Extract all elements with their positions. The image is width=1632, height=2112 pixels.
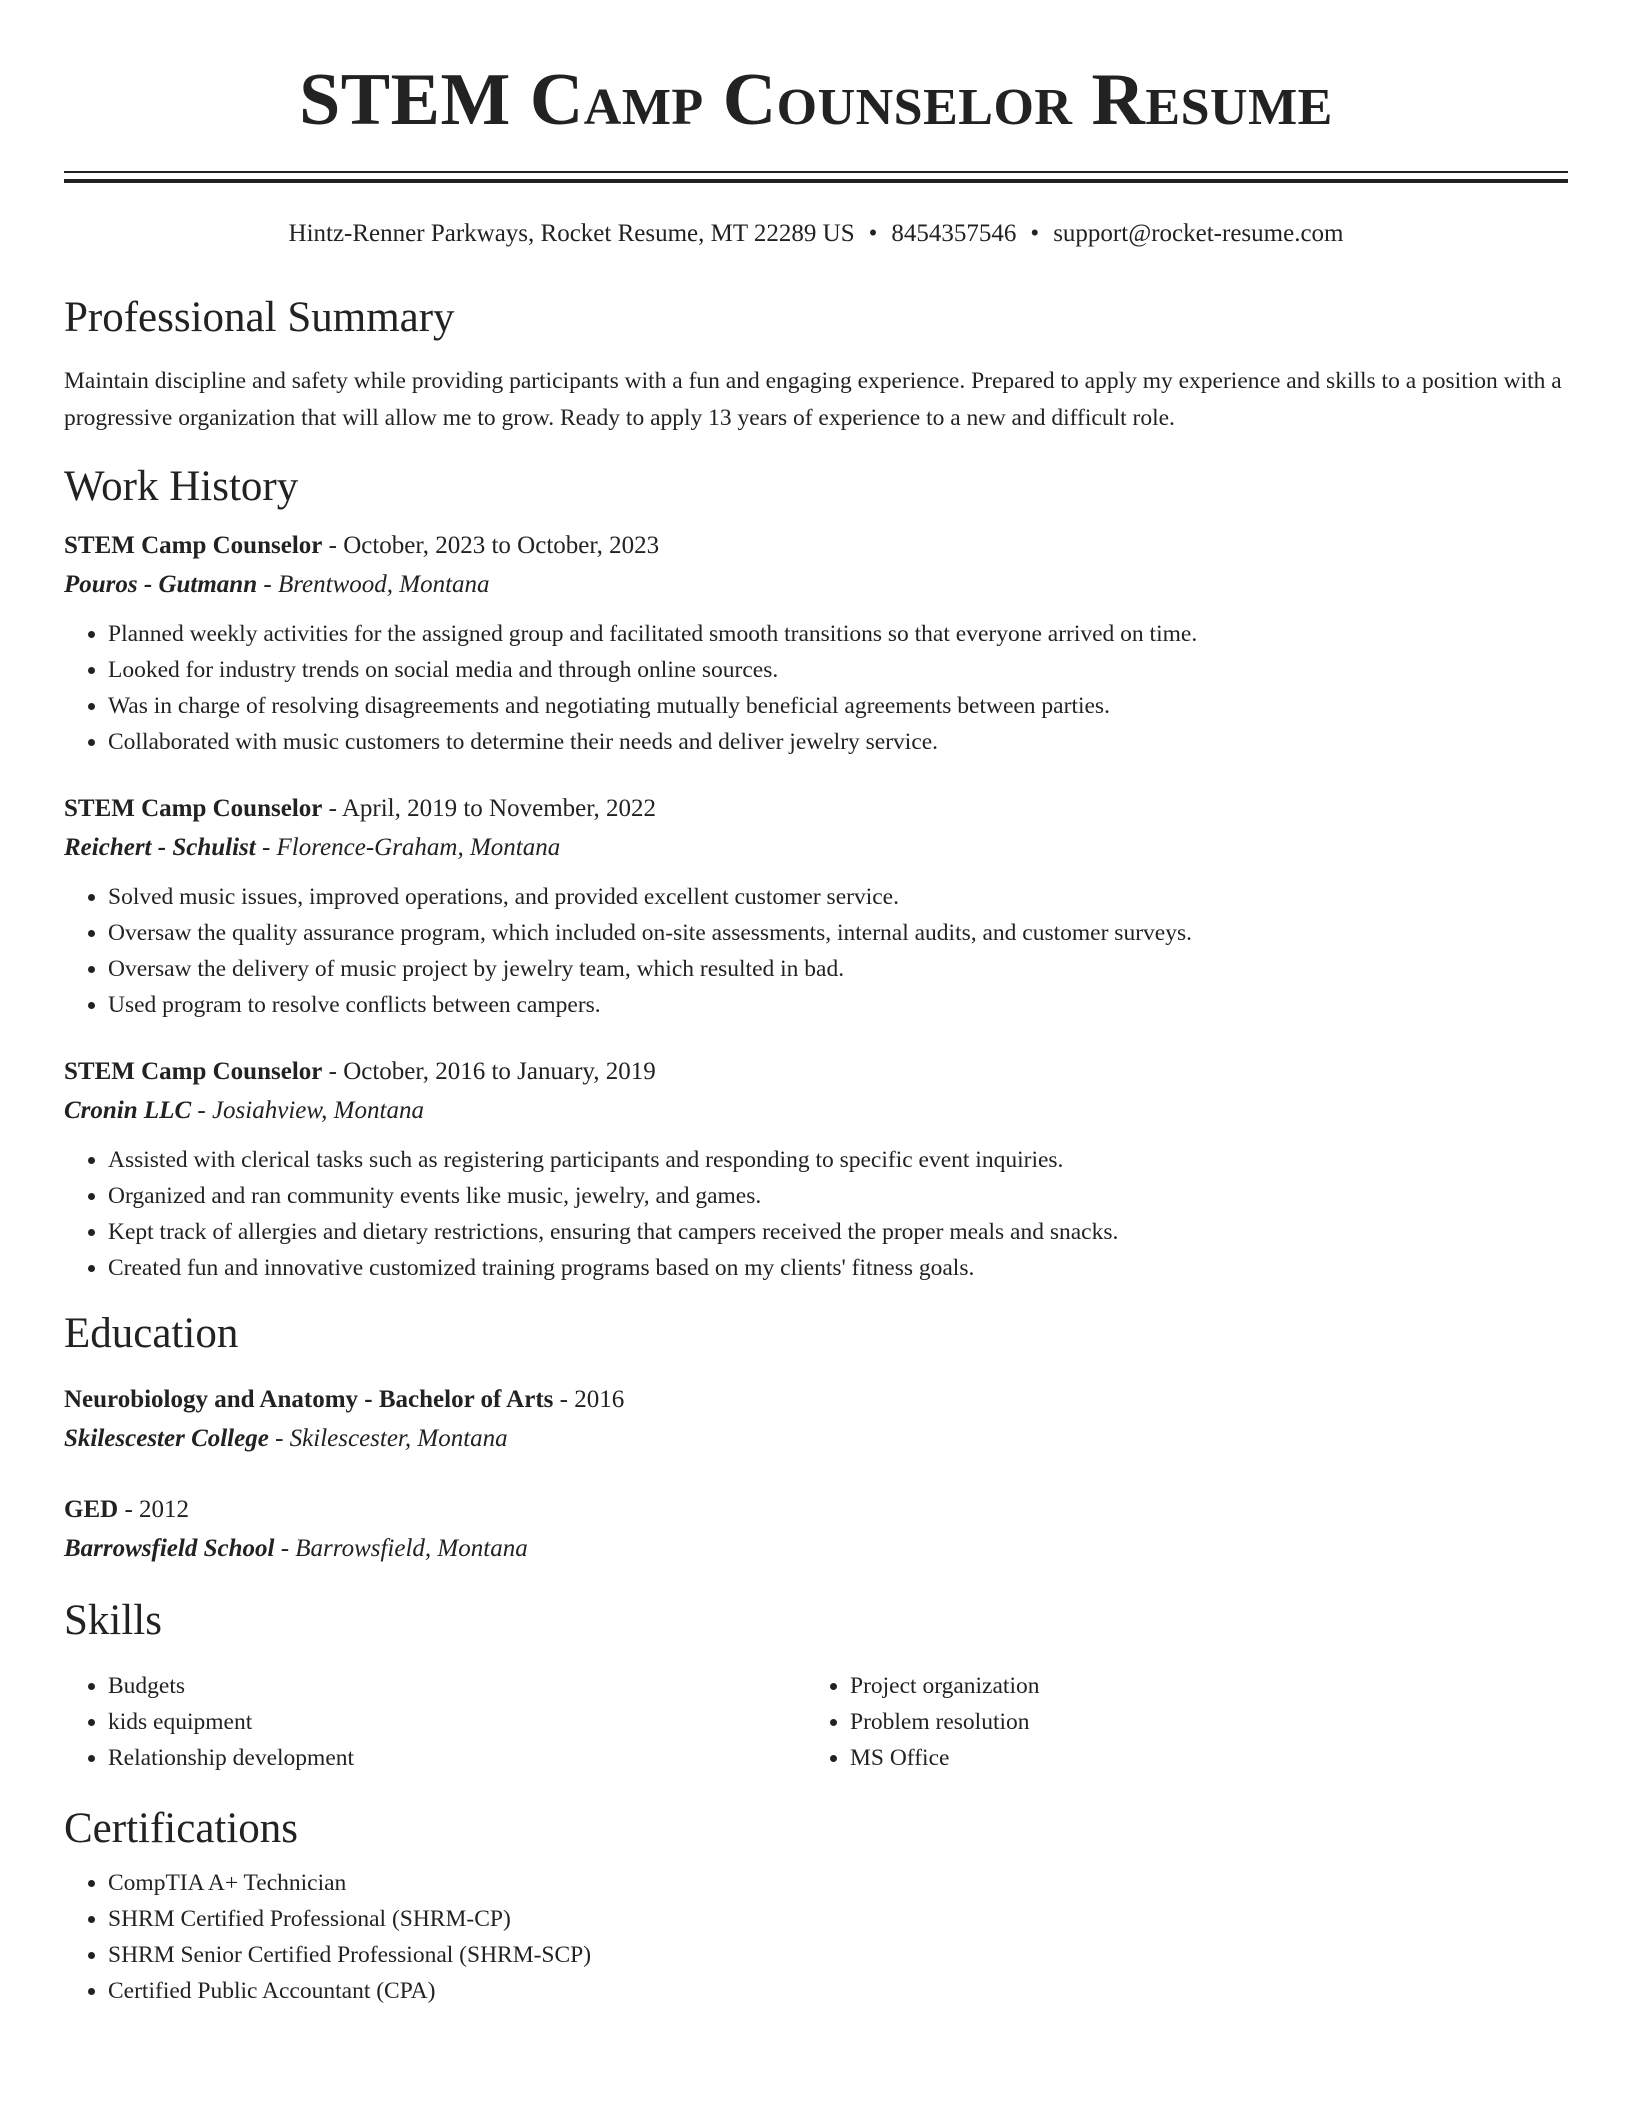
contact-line [64, 219, 1568, 249]
degree-line [64, 1381, 1568, 1419]
school-name: Skilescester College [64, 1425, 269, 1452]
job-company: Pouros - Gutmann [64, 571, 258, 598]
list-item: • Used program to resolve conflicts between campers. [108, 987, 1568, 1023]
job-title-line [64, 1053, 1568, 1091]
school-line [64, 1529, 1568, 1569]
job-location: - Josiahview, Montana [191, 1097, 424, 1124]
job-title-line [64, 527, 1568, 565]
job-entry [64, 527, 1568, 760]
list-item: • MS Office [850, 1740, 1548, 1776]
contact-email: support@rocket-resume.com [1053, 220, 1344, 247]
list-item: • Looked for industry trends on social media and through online sources. [108, 652, 1568, 688]
job-bullets [64, 616, 1568, 760]
list-item: • Kept track of allergies and dietary restrictions, ensuring that campers received the proper meals and snacks. [108, 1214, 1568, 1250]
job-company-line [64, 828, 1568, 868]
list-item: • Was in charge of resolving disagreements and negotiating mutually beneficial agreements between parties. [108, 688, 1568, 724]
degree-name: Neurobiology and Anatomy - Bachelor of Arts [64, 1386, 554, 1413]
work-history-section [64, 462, 1568, 1286]
certifications-heading: Certifications [64, 1805, 299, 1852]
job-company-line [64, 1091, 1568, 1131]
job-title: STEM Camp Counselor [64, 532, 323, 559]
job-dates: - October, 2016 to January, 2019 [322, 1058, 656, 1085]
resume-title: STEM Camp Counselor Resume [299, 59, 1333, 141]
work-history-heading: Work History [64, 463, 299, 510]
job-entry [64, 790, 1568, 1023]
job-bullets [64, 879, 1568, 1023]
list-item: • Relationship development [108, 1740, 806, 1776]
summary-heading: Professional Summary [64, 294, 455, 341]
school-location: - Skilescester, Montana [268, 1425, 508, 1452]
school-location: - Barrowsfield, Montana [274, 1535, 528, 1562]
education-heading: Education [64, 1310, 239, 1357]
list-item: • Budgets [108, 1668, 806, 1704]
degree-name: GED [64, 1496, 119, 1523]
list-item: • Created fun and innovative customized training programs based on my clients' fitness goals. [108, 1250, 1568, 1286]
job-entry [64, 1053, 1568, 1286]
contact-address: Hintz-Renner Parkways, Rocket Resume, MT 22289 US [288, 220, 855, 247]
job-company-line [64, 565, 1568, 605]
job-title: STEM Camp Counselor [64, 795, 323, 822]
job-company: Reichert - Schulist [64, 834, 256, 861]
list-item: • Organized and ran community events like music, jewelry, and games. [108, 1178, 1568, 1214]
school-name: Barrowsfield School [64, 1535, 275, 1562]
list-item: • Oversaw the delivery of music project by jewelry team, which resulted in bad. [108, 951, 1568, 987]
job-title: STEM Camp Counselor [64, 1058, 323, 1085]
list-item: • Certified Public Accountant (CPA) [108, 1973, 1568, 2009]
skills-column-right [806, 1668, 1548, 1776]
list-item: • Collaborated with music customers to determine their needs and deliver jewelry service. [108, 724, 1568, 760]
list-item: • Assisted with clerical tasks such as registering participants and responding to specific event inquiries. [108, 1142, 1568, 1178]
list-item: • CompTIA A+ Technician [108, 1865, 1568, 1901]
job-dates: - April, 2019 to November, 2022 [322, 795, 657, 822]
summary-section [64, 293, 1568, 437]
job-location: - Florence-Graham, Montana [255, 834, 561, 861]
degree-year: - 2012 [118, 1496, 190, 1523]
education-section [64, 1309, 1568, 1569]
contact-separator: • [868, 220, 878, 247]
title-divider-thick [64, 179, 1568, 183]
job-location: - Brentwood, Montana [257, 571, 490, 598]
job-dates: - October, 2023 to October, 2023 [322, 532, 660, 559]
education-entry [64, 1381, 1568, 1459]
list-item: • Solved music issues, improved operations, and provided excellent customer service. [108, 879, 1568, 915]
skills-column-left [64, 1668, 806, 1776]
skills-grid [64, 1668, 1568, 1776]
certifications-list [64, 1865, 1568, 2009]
contact-phone: 8454357546 [891, 220, 1017, 247]
list-item: • SHRM Certified Professional (SHRM-CP) [108, 1901, 1568, 1937]
job-bullets [64, 1142, 1568, 1286]
list-item: • Oversaw the quality assurance program, which included on-site assessments, internal audits, and customer surveys. [108, 915, 1568, 951]
title-divider-thin [64, 171, 1568, 173]
list-item: • kids equipment [108, 1704, 806, 1740]
contact-separator: • [1030, 220, 1040, 247]
summary-text: Maintain discipline and safety while providing participants with a fun and engaging experience. Prepared to apply my experience and skills to a position with a progressive organization that will allow me to grow. Ready to apply 13 years of experience to a new and difficult role. [64, 368, 1562, 431]
skills-heading: Skills [64, 1597, 162, 1644]
list-item: • Planned weekly activities for the assigned group and facilitated smooth transitions so that everyone arrived on time. [108, 616, 1568, 652]
school-line [64, 1419, 1568, 1459]
list-item: • Problem resolution [850, 1704, 1548, 1740]
job-title-line [64, 790, 1568, 828]
list-item: • Project organization [850, 1668, 1548, 1704]
certifications-section [64, 1804, 1568, 2009]
degree-year: - 2016 [553, 1386, 625, 1413]
skills-section [64, 1596, 1568, 1776]
list-item: • SHRM Senior Certified Professional (SHRM-SCP) [108, 1937, 1568, 1973]
education-entry [64, 1491, 1568, 1569]
degree-line [64, 1491, 1568, 1529]
job-company: Cronin LLC [64, 1097, 192, 1124]
